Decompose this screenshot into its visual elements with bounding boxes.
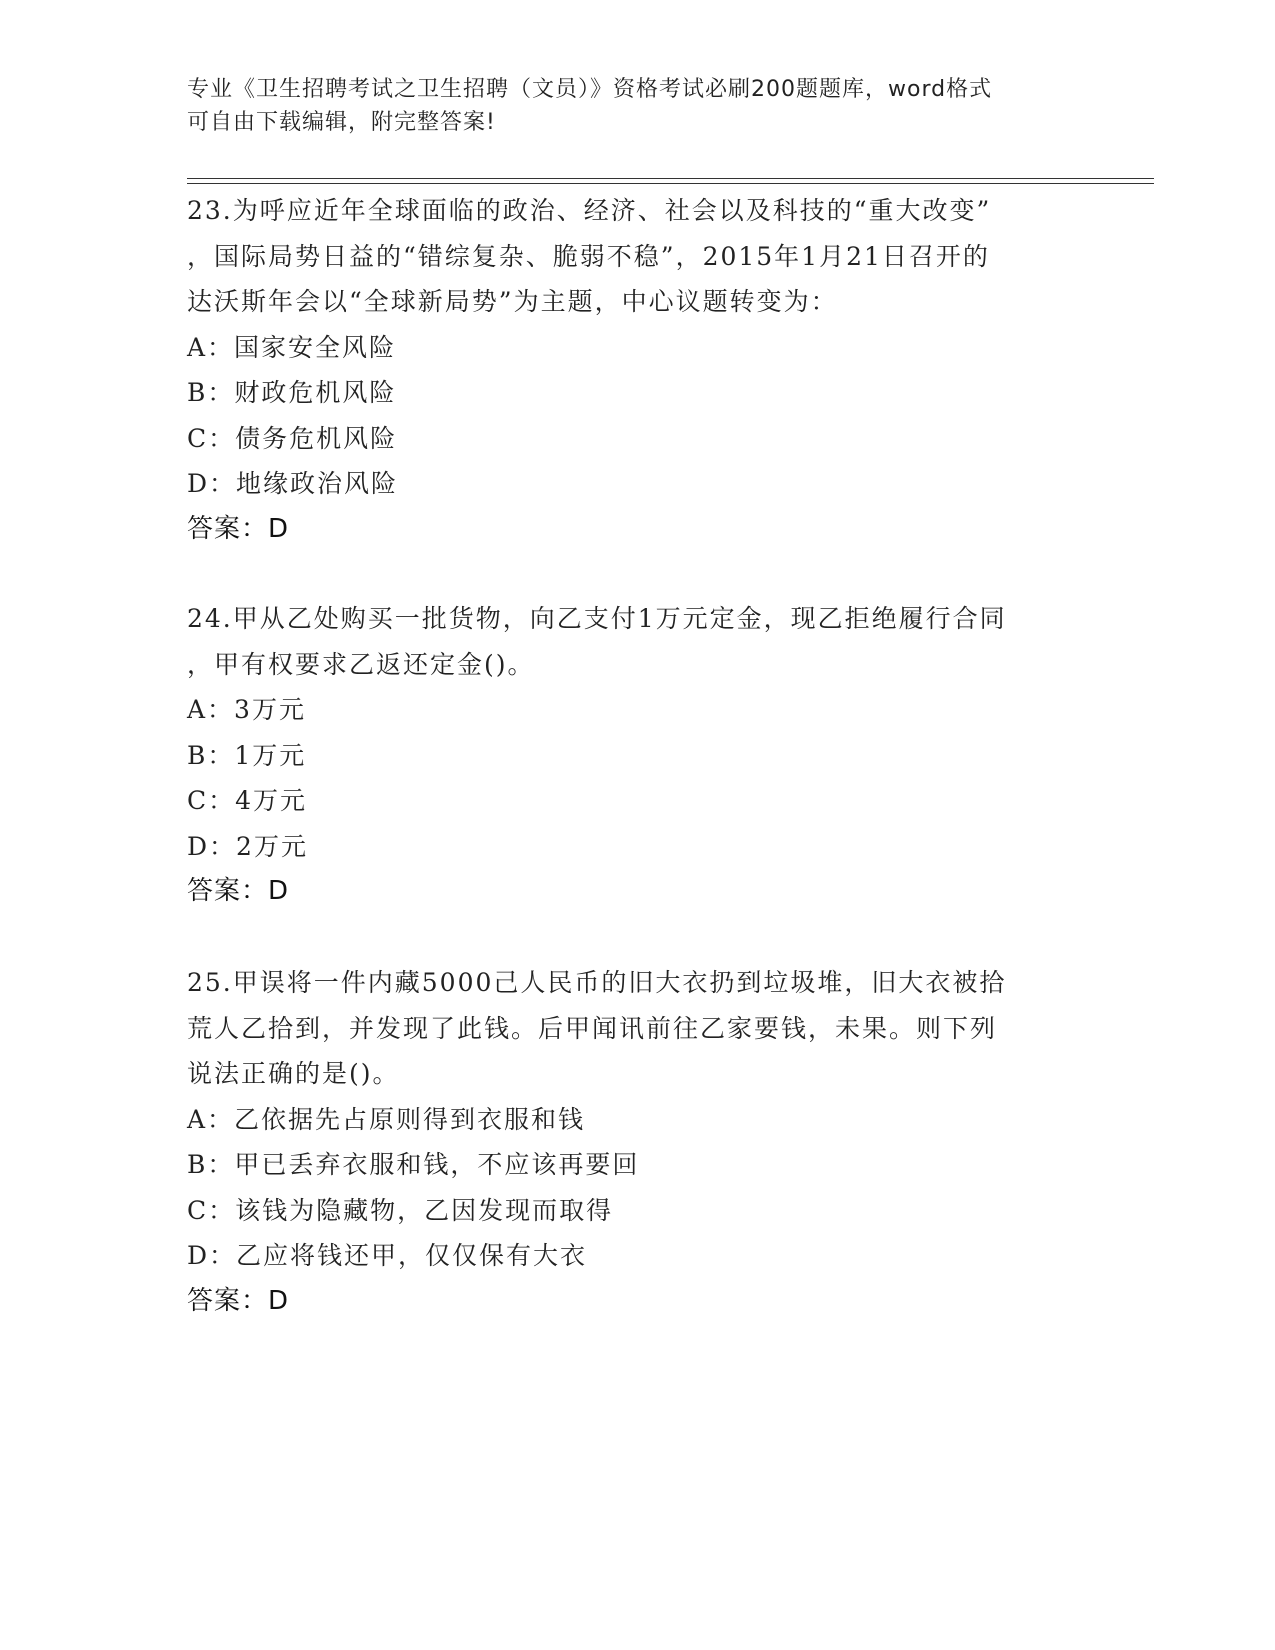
question-text-line: 24.甲从乙处购买一批货物，向乙支付1万元定金，现乙拒绝履行合同: [187, 604, 1007, 633]
header-divider-top: [187, 178, 1154, 179]
header-divider-bottom: [187, 183, 1154, 184]
option-b: B：甲已丢弃衣服和钱，不应该再要回: [187, 1150, 640, 1179]
question-text-line: 23.为呼应近年全球面临的政治、经济、社会以及科技的“重大改变”: [187, 196, 992, 225]
header-line-1: 专业《卫生招聘考试之卫生招聘（文员）》资格考试必刷200题题库，word格式: [187, 77, 993, 102]
document-header: [187, 73, 1087, 139]
option-c: C：该钱为隐藏物，乙因发现而取得: [187, 1195, 614, 1225]
question-text-line: 25.甲误将一件内藏5000己人民币的旧大衣扔到垃圾堆，旧大衣被拾: [187, 968, 1007, 997]
option-c: C：债务危机风险: [187, 423, 398, 453]
question-text-line: 说法正确的是()。: [187, 1059, 400, 1088]
option-c: C：4万元: [187, 786, 308, 815]
option-a: A：国家安全风险: [187, 332, 397, 362]
option-d: D：乙应将钱还甲，仅仅保有大衣: [187, 1241, 588, 1270]
option-b: B：财政危机风险: [187, 378, 397, 407]
answer-line: 答案：D: [187, 876, 290, 906]
option-d: D：2万元: [187, 831, 308, 861]
question-text-line: ，国际局势日益的“错综复杂、脆弱不稳”，2015年1月21日召开的: [187, 241, 990, 271]
question-25: [187, 960, 1087, 1324]
option-a: A：乙依据先占原则得到衣服和钱: [187, 1104, 586, 1134]
answer-line: 答案：D: [187, 513, 290, 544]
question-24: [187, 596, 1087, 915]
answer-line: 答案：D: [187, 1285, 290, 1316]
option-d: D：地缘政治风险: [187, 469, 399, 498]
option-b: B：1万元: [187, 740, 307, 770]
option-a: A：3万元: [187, 695, 306, 724]
question-23: [187, 188, 1087, 552]
header-line-2: 可自由下载编辑，附完整答案!: [187, 110, 496, 135]
question-text-line: 荒人乙拾到，并发现了此钱。后甲闻讯前往乙家要钱，未果。则下列: [187, 1013, 998, 1043]
question-text-line: 达沃斯年会以“全球新局势”为主题，中心议题转变为：: [187, 287, 838, 316]
question-text-line: ，甲有权要求乙返还定金()。: [187, 649, 535, 679]
